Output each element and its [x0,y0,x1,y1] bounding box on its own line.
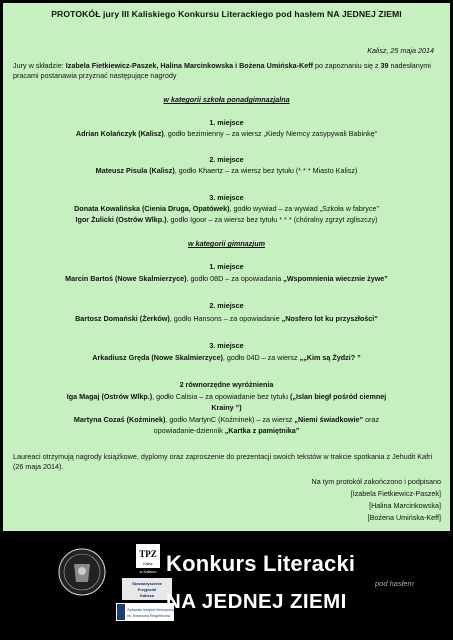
cat2-place3-details: , godło 04D – za wiersz [222,353,300,362]
cat2-place2-label: 2. miejsce [209,301,244,310]
tpz-logo-sub: Kalisz [143,562,153,566]
category-heading-high-school: w kategorii szkoła ponadgimnazjalna [163,95,290,104]
signature-3: [Bożena Umińska-Keff] [367,513,441,522]
cat1-place1-label: 1. miejsce [209,118,244,127]
distinction-a-winner: Iga Magaj (Ostrów Wlkp.) [66,392,153,401]
sponsor-logos [56,542,176,624]
distinction-b-winner: Martyna Cozaś (Koźminek) [73,415,166,424]
distinction-b-entry-cont [3,426,450,436]
cat2-place1-details: , godło 08D – za opowiadania [186,274,284,283]
banner-title: Konkurs Literacki [166,551,356,576]
distinctions-label: 2 równorzędne wyróżnienia [179,380,274,389]
seal-logo [59,549,105,595]
entries-count: 39 [380,61,389,70]
tpz-logo-sub2: w Kaliszu [139,569,157,574]
distinction-b-work: „Niemi świadkowie” [294,415,364,424]
cat1-place1-details: , godło bezimienny – za wiersz „Kiedy Niemcy zasypywali Babinkę” [163,129,378,138]
cat1-place2-entry [3,166,450,176]
distinction-a-entry [3,392,450,402]
tpz-logo [136,544,160,574]
cat2-place2-details: , godło Hansons – za opowiadanie [169,314,282,323]
cat2-place3-winner: Arkadiusz Gręda (Nowe Skalmierzyce) [92,353,223,362]
cat2-place2-winner: Bartosz Domański (Żerków) [75,314,170,323]
distinction-b-entry [3,415,450,425]
closing-line: Na tym protokół zakończono i podpisano [311,477,441,486]
protocol-date: Kalisz, 25 maja 2014 [367,46,434,55]
intro-text-2: po zapoznaniu się z [313,61,381,70]
distinction-b-line2: opowiadanie-dziennik [153,426,225,435]
banner-subtitle: pod hasłem [375,579,414,588]
cat1-place3-entry-b [3,215,450,225]
cat2-place1-winner: Marcin Bartoś (Nowe Skalmierzyce) [65,274,187,283]
society-logo-line3: Kalisza [140,593,154,598]
cat1-place3-details-b: , godło Igoor – za wiersz bez tytułu * * * (chóralny zgrzyt zgliszczy) [166,215,378,224]
cat1-place3-winner-b: Igor Żulicki (Ostrów Wlkp.) [75,215,167,224]
category-heading-junior-high: w kategorii gimnazjum [187,239,266,248]
jury-names: Izabela Fietkiewicz-Paszek, Halina Marcinkowska i Bożena Umińska-Keff [65,61,313,70]
signature-1: [Izabela Fietkiewicz-Paszek] [350,489,441,498]
banner-slogan: NA JEDNEJ ZIEMI [166,590,347,613]
protocol-sheet [3,3,450,531]
zih-logo-line2: im. Emanuela Ringelbluma [127,614,170,618]
cat1-place2-details: , godło Khaertz – za wiersz bez tytułu (* * * Miasto Kalisz) [174,166,358,175]
distinction-a-work: („Islan biegł pośród ciemnej [290,392,387,401]
cat2-place3-entry [3,353,450,363]
cat2-place1-work: „Wspomnienia wiecznie żywe” [283,274,388,283]
cat1-place1-entry [3,129,450,139]
cat2-place3-label: 3. miejsce [209,341,244,350]
cat2-place3-work: „„Kim są Żydzi? ” [299,353,361,362]
cat1-place3-details-a: , godło wywiad – za wywiad „Szkoła w fabryce” [229,204,379,213]
protocol-title: PROTOKÓŁ jury III Kaliskiego Konkursu Literackiego pod hasłem NA JEDNEJ ZIEMI [51,9,402,19]
intro-text-3: nadesłanymi pracami postanawia przyznać następujące nagrody [13,61,431,80]
laureates-note: Laureaci otrzymują nagrody książkowe, dyplomy oraz zaproszenie do prezentacji swoich tekstów w trakcie spotkania z Jehudit Kafri (26 maja 2014). [13,452,433,471]
cat2-place1-entry [3,274,450,284]
society-logo-line1: Stowarzyszenie [132,581,162,586]
distinction-b-work2: „Kartka z pamiętnika” [224,426,300,435]
cat1-place3-label: 3. miejsce [209,193,244,202]
society-logo [122,578,172,600]
cat1-place1-winner: Adrian Kolańczyk (Kalisz) [75,129,164,138]
society-logo-line2: Przyjaciół [137,587,157,592]
distinction-b-details-2: oraz [363,415,380,424]
cat1-place3-entry-a [3,204,450,214]
cat1-place2-label: 2. miejsce [209,155,244,164]
cat1-place3-winner-a: Donata Kowalińska (Cienia Druga, Opatówek) [74,204,230,213]
zih-logo-line1: Żydowski Instytut Historyczny [127,608,175,612]
cat2-place2-entry [3,314,450,324]
cat1-place2-winner: Mateusz Pisula (Kalisz) [95,166,175,175]
tpz-logo-text: TPZ [139,549,157,559]
intro-text-1: Jury w składzie: [13,61,66,70]
signature-2: [Halina Marcinkowska] [369,501,441,510]
cat2-place1-label: 1. miejsce [209,262,244,271]
jury-intro [13,61,441,81]
distinction-a-work-cont: Krainy ”) [211,403,242,412]
distinction-a-details: , godło Calisia – za opowiadanie bez tytułu [152,392,291,401]
cat2-place2-work: „Nosfero lot ku przyszłości” [281,314,378,323]
distinction-b-details: , godło MartynC (Koźminek) – za wiersz [165,415,295,424]
